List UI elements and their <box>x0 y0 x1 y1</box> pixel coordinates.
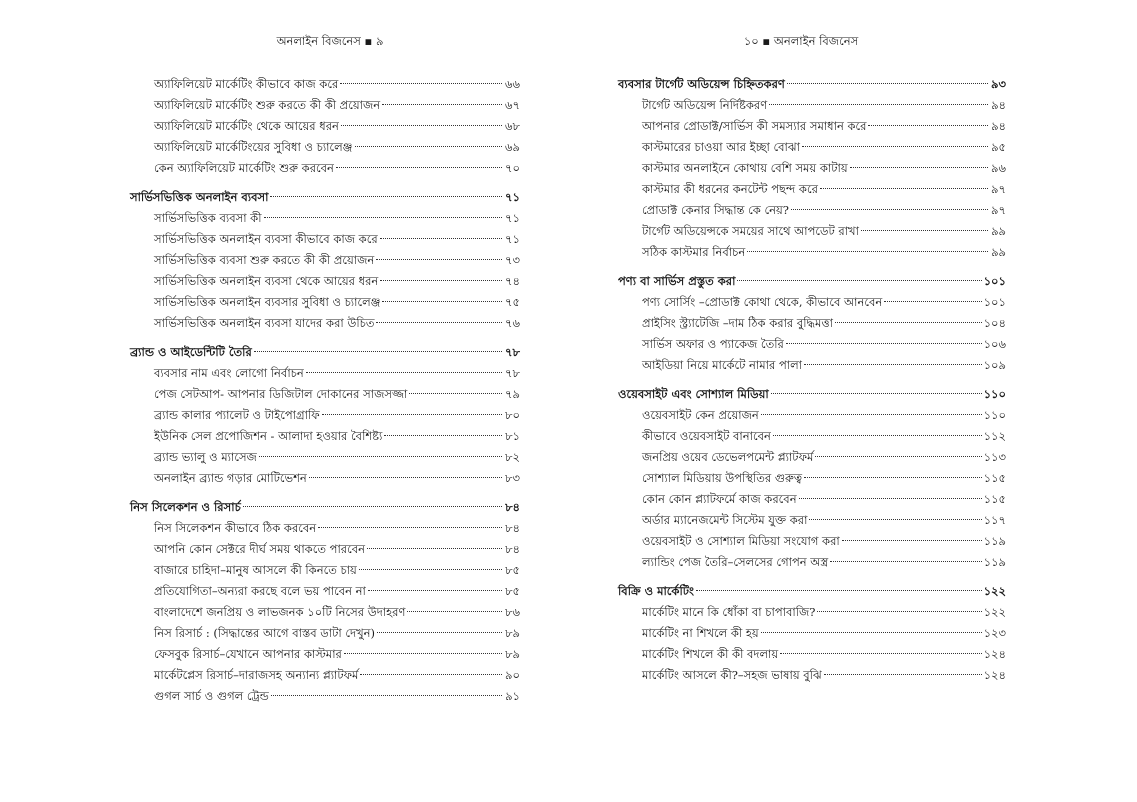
toc-entry <box>618 447 1006 468</box>
toc-page-number: ১০৯ <box>983 358 1006 372</box>
toc-page-number: ৬৯ <box>505 140 520 154</box>
toc-page-number: ৭৮ <box>505 345 520 359</box>
toc-page-number: ৯৪ <box>991 119 1006 133</box>
toc-page-number: ১১৯ <box>983 534 1006 548</box>
toc-entry <box>618 531 1006 552</box>
table-of-contents <box>130 74 520 707</box>
dot-leader <box>804 477 982 478</box>
toc-entry-title: টার্গেট অডিয়েন্সকে সময়ের সাথে আপডেট রাখা <box>642 224 859 238</box>
dot-leader <box>799 498 982 499</box>
toc-page-number: ৯৫ <box>991 140 1006 154</box>
toc-entry-title: মার্কেটিং মানে কি ধোঁকা বা চাপাবাজি? <box>642 605 816 619</box>
toc-entry-title: প্রতিযোগিতা–অন্যরা করছে বলে ভয় পাবেন না <box>154 584 366 598</box>
toc-page-number: ১১৭ <box>983 513 1006 527</box>
toc-entry-title: অনলাইন ব্র্যান্ড গড়ার মোটিভেশন <box>154 471 307 485</box>
toc-entry-title: ওয়েবসাইট এবং সোশ্যাল মিডিয়া <box>618 387 769 401</box>
toc-entry <box>618 510 1006 531</box>
toc-entry-title: ব্র্যান্ড ভ্যালু ও ম্যাসেজ <box>154 450 257 464</box>
toc-entry-title: প্রাইসিং স্ট্র্যাটেজি –দাম ঠিক করার বুদ্ধিমত্তা <box>642 316 833 330</box>
toc-entry <box>618 292 1006 313</box>
toc-entry-title: সার্ভিসভিত্তিক অনলাইন ব্যবসা যাদের করা উচিত <box>154 316 375 330</box>
dot-leader <box>791 209 988 210</box>
toc-page-number: ১২৪ <box>983 647 1006 661</box>
toc-entry <box>130 313 520 334</box>
toc-section-entry <box>130 187 520 208</box>
toc-entry <box>130 95 520 116</box>
toc-section-entry <box>130 342 520 363</box>
toc-entry <box>130 468 520 489</box>
toc-entry-title: অ্যাফিলিয়েট মার্কেটিংয়ের সুবিধা ও চ্যালেঞ্জ <box>154 140 353 154</box>
dot-leader <box>376 322 502 323</box>
toc-entry-title: আইডিয়া নিয়ে মার্কেটে নামার পালা <box>642 358 802 372</box>
toc-entry <box>130 581 520 602</box>
toc-entry <box>130 686 520 707</box>
toc-entry <box>130 229 520 250</box>
toc-page-number: ৯৭ <box>991 203 1006 217</box>
dot-leader <box>380 238 502 239</box>
toc-entry <box>618 158 1006 179</box>
toc-page-number: ১০৬ <box>983 337 1006 351</box>
toc-page-number: ৮৪ <box>505 500 520 514</box>
toc-page-number: ১১৫ <box>983 492 1006 506</box>
toc-entry <box>130 426 520 447</box>
toc-entry <box>618 489 1006 510</box>
dot-leader <box>336 167 502 168</box>
toc-page-number: ১২২ <box>983 605 1006 619</box>
table-of-contents <box>618 74 1006 686</box>
toc-entry-title: ইউনিক সেল প্রপোজিশন - আলাদা হওয়ার বৈশিষ্ট্য <box>154 429 383 443</box>
dot-leader <box>850 167 988 168</box>
toc-entry <box>618 665 1006 686</box>
toc-entry-title: ফেসবুক রিসার্চ–যেখানে আপনার কাস্টমার <box>154 647 342 661</box>
dot-leader <box>868 125 988 126</box>
dot-leader <box>368 590 502 591</box>
toc-entry <box>130 560 520 581</box>
toc-page-number: ১০১ <box>983 274 1006 288</box>
toc-page-number: ৮৫ <box>505 584 520 598</box>
toc-entry-title: সোশ্যাল মিডিয়ায় উপস্থিতির গুরুত্ব <box>642 471 803 485</box>
toc-page-number: ৯৪ <box>991 98 1006 112</box>
toc-entry-title: অ্যাফিলিয়েট মার্কেটিং থেকে আয়ের ধরন <box>154 119 339 133</box>
dot-leader <box>761 414 982 415</box>
toc-page-number: ১১০ <box>983 408 1006 422</box>
dot-leader <box>830 561 981 562</box>
right-page <box>568 0 1137 802</box>
toc-page-number: ৭৬ <box>505 316 520 330</box>
toc-entry-title: নিস সিলেকশন কীভাবে ঠিক করবেন <box>154 521 317 535</box>
dot-leader <box>270 196 502 197</box>
toc-entry-title: ব্র্যান্ড ও আইডেন্টিটি তৈরি <box>130 345 252 359</box>
dot-leader <box>384 435 502 436</box>
running-head: অনলাইন বিজনেস ▪ ৯ <box>276 34 384 48</box>
toc-entry-title: সার্ভিসভিত্তিক ব্যবসা কী <box>154 211 262 225</box>
toc-entry-title: কোন কোন প্ল্যাটফর্মে কাজ করবেন <box>642 492 797 506</box>
toc-page-number: ১২২ <box>983 584 1006 598</box>
toc-entry <box>130 518 520 539</box>
dot-leader <box>367 548 502 549</box>
toc-entry <box>130 384 520 405</box>
toc-page-number: ৯৭ <box>991 182 1006 196</box>
toc-section-entry <box>618 384 1006 405</box>
toc-entry-title: গুগল সার্চ ও গুগল ট্রেন্ড <box>154 689 269 703</box>
toc-entry-title: মার্কেটিং শিখলে কী কী বদলায় <box>642 647 779 661</box>
toc-entry <box>618 179 1006 200</box>
toc-section-entry <box>618 581 1006 602</box>
toc-page-number: ৯৩ <box>991 77 1006 91</box>
toc-entry <box>130 74 520 95</box>
toc-page-number: ৮৬ <box>505 605 520 619</box>
toc-entry-title: বাজারে চাহিদা–মানুষ আসলে কী কিনতে চায় <box>154 563 357 577</box>
dot-leader <box>322 414 502 415</box>
toc-entry-title: সার্ভিসভিত্তিক অনলাইন ব্যবসা কীভাবে কাজ করে <box>154 232 378 246</box>
toc-page-number: ৬৭ <box>505 98 520 112</box>
dot-leader <box>786 343 982 344</box>
toc-page-number: ৬৮ <box>505 119 520 133</box>
dot-leader <box>747 251 988 252</box>
toc-entry-title: বিক্রি ও মার্কেটিং <box>618 584 694 598</box>
toc-entry-title: নিস রিসার্চ : (সিদ্ধান্তের আগে বাস্তব ডাটা দেখুন) <box>154 626 375 640</box>
toc-entry-title: আপনার প্রোডাক্ট/সার্ভিস কী সমস্যার সমাধান করে <box>642 119 867 133</box>
toc-page-number: ১১৫ <box>983 471 1006 485</box>
toc-entry <box>618 355 1006 376</box>
toc-entry <box>618 95 1006 116</box>
toc-entry <box>618 552 1006 573</box>
toc-entry-title: ব্র্যান্ড কালার প্যালেট ও টাইপোগ্রাফি <box>154 408 320 422</box>
toc-page-number: ১১০ <box>983 387 1006 401</box>
toc-page-number: ৮৯ <box>505 626 520 640</box>
toc-entry <box>618 426 1006 447</box>
dot-leader <box>355 146 502 147</box>
toc-page-number: ৯৯ <box>991 245 1006 259</box>
toc-page-number: ৮৪ <box>505 542 520 556</box>
dot-leader <box>380 280 502 281</box>
toc-entry <box>130 405 520 426</box>
toc-entry-title: সার্ভিসভিত্তিক ব্যবসা শুরু করতে কী কী প্রয়োজন <box>154 253 375 267</box>
toc-entry <box>618 602 1006 623</box>
toc-entry <box>130 602 520 623</box>
toc-entry-title: অ্যাফিলিয়েট মার্কেটিং কীভাবে কাজ করে <box>154 77 339 91</box>
toc-entry-title: নিস সিলেকশন ও রিসার্চ <box>130 500 241 514</box>
toc-entry <box>130 665 520 686</box>
toc-page-number: ৯৬ <box>991 161 1006 175</box>
toc-entry <box>618 200 1006 221</box>
toc-page-number: ৮২ <box>505 450 520 464</box>
toc-page-number: ৭১ <box>505 232 520 246</box>
dot-leader <box>376 259 502 260</box>
dot-leader <box>820 188 988 189</box>
toc-page-number: ৮০ <box>505 408 520 422</box>
dot-leader <box>835 322 982 323</box>
toc-page-number: ৭৩ <box>505 253 520 267</box>
toc-entry-title: কীভাবে ওয়েবসাইট বানাবেন <box>642 429 771 443</box>
dot-leader <box>407 611 502 612</box>
toc-entry-title: ল্যান্ডিং পেজ তৈরি–সেলসের গোপন অস্ত্র <box>642 555 829 569</box>
toc-entry-title: মার্কেটপ্লেস রিসার্চ–দারাজসহ অন্যান্য প্ল্যাটফর্ম <box>154 668 359 682</box>
toc-entry <box>618 116 1006 137</box>
toc-entry <box>618 137 1006 158</box>
toc-entry <box>618 468 1006 489</box>
toc-page-number: ১০৪ <box>983 316 1006 330</box>
toc-entry-title: কাস্টমার অনলাইনে কোথায় বেশি সময় কাটায় <box>642 161 848 175</box>
toc-entry <box>618 644 1006 665</box>
toc-page-number: ১১২ <box>983 429 1006 443</box>
toc-entry-title: আপনি কোন সেক্টরে দীর্ঘ সময় থাকতে পারবেন <box>154 542 365 556</box>
toc-entry <box>130 292 520 313</box>
toc-entry <box>130 644 520 665</box>
toc-page-number: ৯০ <box>505 668 520 682</box>
toc-entry <box>130 137 520 158</box>
dot-leader <box>804 364 982 365</box>
toc-page-number: ৮৪ <box>505 521 520 535</box>
toc-entry <box>130 208 520 229</box>
toc-entry-title: প্রোডাক্ট কেনার সিদ্ধান্ত কে নেয়? <box>642 203 789 217</box>
toc-page-number: ৮৯ <box>505 647 520 661</box>
toc-page-number: ১২৩ <box>983 626 1006 640</box>
toc-page-number: ৭১ <box>505 211 520 225</box>
dot-leader <box>773 435 982 436</box>
dot-leader <box>780 653 981 654</box>
toc-page-number: ৬৬ <box>505 77 520 91</box>
toc-entry <box>618 313 1006 334</box>
toc-page-number: ১১৯ <box>983 555 1006 569</box>
toc-page-number: ৭৮ <box>505 366 520 380</box>
dot-leader <box>318 527 502 528</box>
toc-entry-title: পণ্য সোর্সিং –প্রোডাক্ট কোথা থেকে, কীভাবে আনবেন <box>642 295 883 309</box>
dot-leader <box>259 456 502 457</box>
toc-entry-title: কাস্টমারের চাওয়া আর ইচ্ছা বোঝা <box>642 140 800 154</box>
toc-page-number: ৯৯ <box>991 224 1006 238</box>
toc-entry <box>130 116 520 137</box>
toc-entry-title: সার্ভিসভিত্তিক অনলাইন ব্যবসা <box>130 190 269 204</box>
dot-leader <box>359 569 502 570</box>
toc-entry <box>130 250 520 271</box>
dot-leader <box>382 104 502 105</box>
dot-leader <box>306 372 502 373</box>
dot-leader <box>264 217 502 218</box>
dot-leader <box>815 456 981 457</box>
toc-entry-title: অর্ডার ম্যানেজমেন্ট সিস্টেম যুক্ত করা <box>642 513 808 527</box>
toc-entry-title: সার্ভিসভিত্তিক অনলাইন ব্যবসা থেকে আয়ের ধরন <box>154 274 379 288</box>
dot-leader <box>809 519 981 520</box>
toc-page-number: ১২৪ <box>983 668 1006 682</box>
dot-leader <box>802 146 988 147</box>
dot-leader <box>817 611 981 612</box>
toc-entry <box>130 271 520 292</box>
dot-leader <box>842 540 982 541</box>
toc-entry <box>618 623 1006 644</box>
toc-page-number: ৭৯ <box>505 387 520 401</box>
toc-entry-title: পেজ সেটআপ- আপনার ডিজিটাল দোকানের সাজসজ্জা <box>154 387 408 401</box>
toc-entry-title: ওয়েবসাইট কেন প্রয়োজন <box>642 408 759 422</box>
dot-leader <box>787 83 988 84</box>
toc-entry-title: ওয়েবসাইট ও সোশ্যাল মিডিয়া সংযোগ করা <box>642 534 840 548</box>
toc-entry <box>130 363 520 384</box>
dot-leader <box>696 590 982 591</box>
dot-leader <box>409 393 502 394</box>
dot-leader <box>360 674 502 675</box>
toc-entry <box>130 447 520 468</box>
toc-section-entry <box>130 497 520 518</box>
toc-page-number: ৭০ <box>505 161 520 175</box>
dot-leader <box>824 674 982 675</box>
dot-leader <box>340 83 502 84</box>
toc-entry <box>130 623 520 644</box>
toc-page-number: ৮৩ <box>505 471 520 485</box>
toc-entry-title: মার্কেটিং আসলে কী?–সহজ ভাষায় বুঝি <box>642 668 822 682</box>
toc-entry <box>618 334 1006 355</box>
toc-entry-title: টার্গেট অডিয়েন্স নির্দিষ্টকরণ <box>642 98 768 112</box>
toc-entry-title: জনপ্রিয় ওয়েব ডেভেলপমেন্ট প্ল্যাটফর্ম <box>642 450 814 464</box>
toc-entry <box>618 405 1006 426</box>
toc-entry-title: মার্কেটিং না শিখলে কী হয় <box>642 626 759 640</box>
toc-entry-title: বাংলাদেশে জনপ্রিয় ও লাভজনক ১০টি নিসের উদাহরণ <box>154 605 406 619</box>
toc-page-number: ১০১ <box>983 295 1006 309</box>
toc-entry-title: সার্ভিসভিত্তিক অনলাইন ব্যবসার সুবিধা ও চ্যালেঞ্জ <box>154 295 381 309</box>
toc-entry-title: কাস্টমার কী ধরনের কনটেন্ট পছন্দ করে <box>642 182 818 196</box>
toc-section-entry <box>618 271 1006 292</box>
toc-page-number: ৮৫ <box>505 563 520 577</box>
toc-page-number: ১১৩ <box>983 450 1006 464</box>
toc-entry <box>130 158 520 179</box>
dot-leader <box>771 393 982 394</box>
running-head: ১০ ▪ অনলাইন বিজনেস <box>743 34 859 48</box>
toc-page-number: ৭৫ <box>505 295 520 309</box>
toc-entry-title: অ্যাফিলিয়েট মার্কেটিং শুরু করতে কী কী প্রয়োজন <box>154 98 381 112</box>
dot-leader <box>309 477 502 478</box>
dot-leader <box>861 230 988 231</box>
toc-entry <box>130 539 520 560</box>
toc-entry <box>618 221 1006 242</box>
toc-page-number: ৭৪ <box>505 274 520 288</box>
toc-section-entry <box>618 74 1006 95</box>
dot-leader <box>737 280 981 281</box>
toc-entry-title: ব্যবসার নাম এবং লোগো নির্বাচন <box>154 366 304 380</box>
toc-entry-title: কেন অ্যাফিলিয়েট মার্কেটিং শুরু করবেন <box>154 161 334 175</box>
toc-page-number: ৮১ <box>505 429 520 443</box>
dot-leader <box>254 351 502 352</box>
dot-leader <box>377 632 502 633</box>
dot-leader <box>243 506 502 507</box>
dot-leader <box>344 653 502 654</box>
dot-leader <box>341 125 502 126</box>
toc-entry-title: ব্যবসার টার্গেট অডিয়েন্স চিহ্নিতকরণ <box>618 77 785 91</box>
toc-entry-title: সার্ভিস অফার ও প্যাকেজ তৈরি <box>642 337 784 351</box>
toc-entry-title: সঠিক কাস্টমার নির্বাচন <box>642 245 746 259</box>
toc-page-number: ৯১ <box>505 689 520 703</box>
toc-entry <box>618 242 1006 263</box>
left-page <box>0 0 568 802</box>
dot-leader <box>769 104 988 105</box>
dot-leader <box>382 301 502 302</box>
toc-page-number: ৭১ <box>505 190 520 204</box>
dot-leader <box>761 632 982 633</box>
toc-entry-title: পণ্য বা সার্ভিস প্রস্তুত করা <box>618 274 736 288</box>
dot-leader <box>884 301 981 302</box>
dot-leader <box>271 695 502 696</box>
